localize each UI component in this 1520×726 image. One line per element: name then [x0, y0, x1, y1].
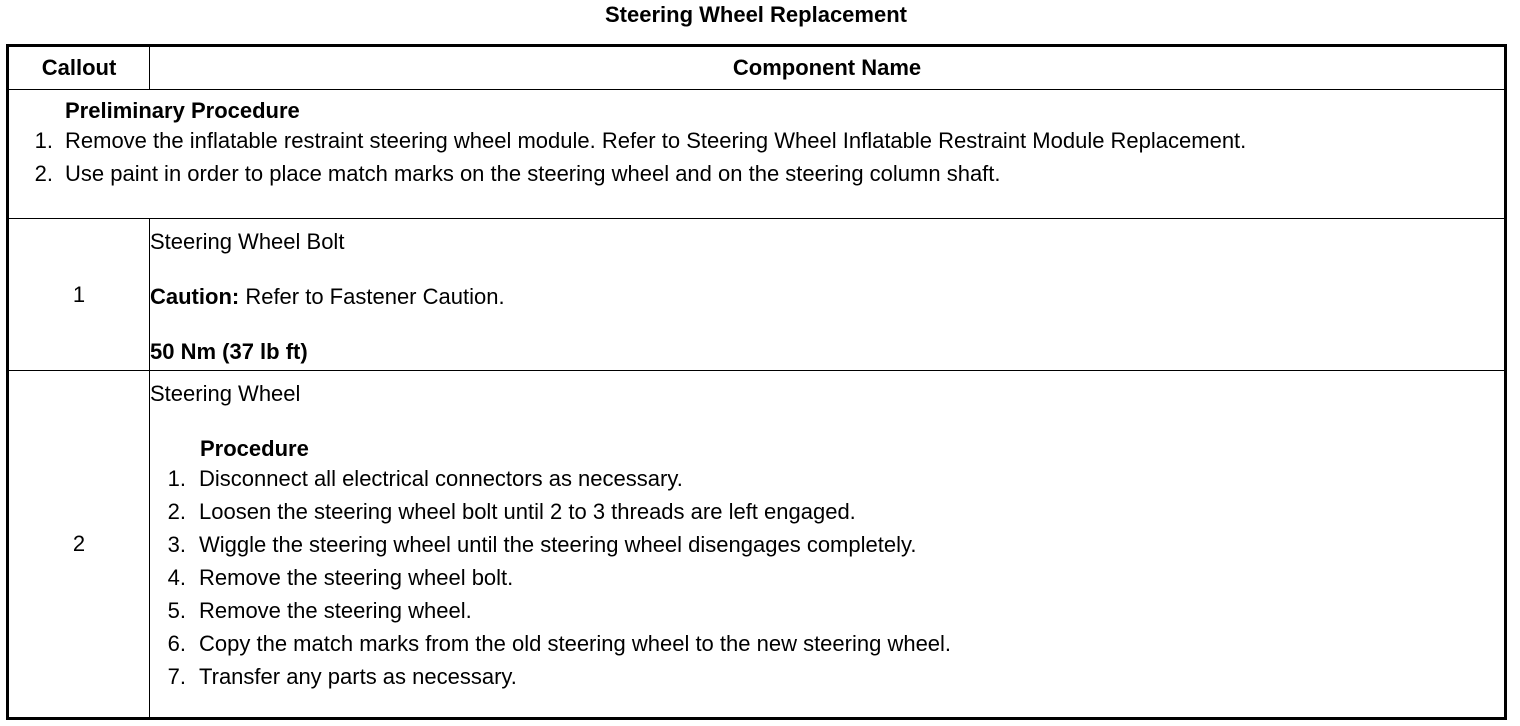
list-item [150, 462, 1504, 495]
preliminary-procedure-heading: Preliminary Procedure [65, 98, 300, 123]
caution-label: Caution: [150, 284, 240, 309]
preliminary-procedure-row [8, 90, 1506, 219]
list-item [150, 594, 1504, 627]
list-item [150, 495, 1504, 528]
callout-column-header: Callout [8, 46, 150, 90]
list-item [150, 561, 1504, 594]
step-text: Disconnect all electrical connectors as necessary. [199, 466, 683, 491]
callout-cell: 1 [8, 219, 150, 371]
table-header-row [8, 46, 1506, 90]
step-text: Wiggle the steering wheel until the steering wheel disengages completely. [199, 532, 917, 557]
component-cell [150, 371, 1506, 719]
callout-cell: 2 [8, 371, 150, 719]
step-text: Transfer any parts as necessary. [199, 664, 517, 689]
list-item [150, 660, 1504, 693]
preliminary-steps-list [9, 124, 1504, 190]
step-text: Remove the steering wheel bolt. [199, 565, 514, 590]
step-text: Loosen the steering wheel bolt until 2 to 3 threads are left engaged. [199, 499, 856, 524]
list-item [9, 157, 1504, 190]
step-number: 1. [167, 466, 186, 491]
step-text: Use paint in order to place match marks on the steering wheel and on the steering column shaft. [65, 161, 1001, 186]
step-text: Remove the inflatable restraint steering wheel module. Refer to Steering Wheel Inflatable Restraint Module Replacement. [65, 128, 1247, 153]
step-text: Copy the match marks from the old steering wheel to the new steering wheel. [199, 631, 952, 656]
caution-note [150, 284, 1504, 310]
step-text: Remove the steering wheel. [199, 598, 472, 623]
table-row [8, 219, 1506, 371]
step-number: 5. [167, 598, 186, 623]
step-number: 6. [167, 631, 186, 656]
step-number: 3. [167, 532, 186, 557]
step-number: 2. [34, 161, 53, 186]
component-name-column-header: Component Name [150, 46, 1506, 90]
component-name: Steering Wheel [150, 381, 301, 406]
step-number: 7. [167, 664, 186, 689]
caution-text: Refer to Fastener Caution. [239, 284, 505, 309]
list-item [150, 528, 1504, 561]
step-number: 4. [167, 565, 186, 590]
procedure-table [6, 44, 1507, 720]
torque-spec: 50 Nm (37 lb ft) [150, 339, 308, 364]
procedure-heading: Procedure [200, 436, 309, 461]
procedure-steps-list [150, 462, 1504, 693]
component-cell [150, 219, 1506, 371]
component-name: Steering Wheel Bolt [150, 229, 345, 254]
list-item [150, 627, 1504, 660]
list-item [9, 124, 1504, 157]
table-row [8, 371, 1506, 719]
step-number: 1. [34, 128, 53, 153]
step-number: 2. [167, 499, 186, 524]
page-title: Steering Wheel Replacement [605, 2, 907, 27]
preliminary-procedure-cell [8, 90, 1506, 219]
